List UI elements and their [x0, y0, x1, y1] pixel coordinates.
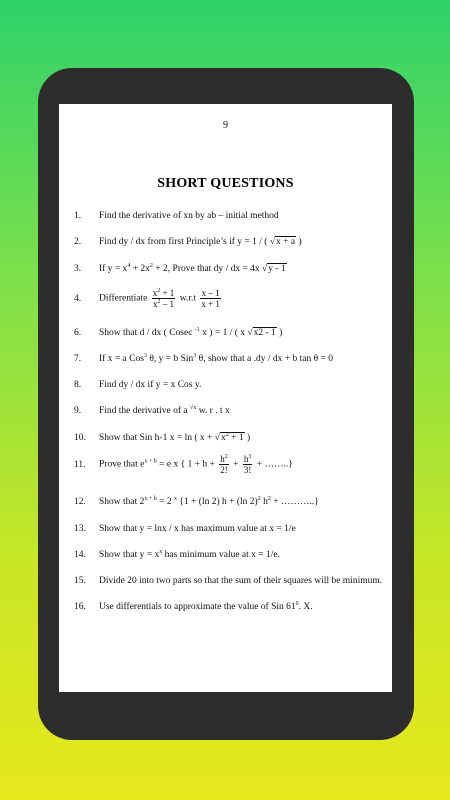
question-text: Show that $2^{x + h} = 2$ $^x$ {1 + (ln 2) h + (ln 2)$^2$ $h^2$ + ………..}	[99, 496, 319, 507]
question-number: 4.	[74, 294, 82, 304]
question-text: Prove that $e^{x + h} = e$ x { 1 + h + $\frac{h^2}{2!}$ + $\frac{h^3}{3!}$ + ……..}	[99, 454, 293, 475]
question-number: 12.	[74, 497, 86, 507]
question-number: 3.	[74, 264, 82, 274]
fraction: $\frac{h^3}{3!}$	[243, 454, 252, 475]
question-text: Use differentials to approximate the value of Sin $61^0$. X.	[99, 601, 313, 612]
question-number: 1.	[74, 211, 82, 221]
question-text: Find dy / dx from first Principle’s if y = 1 / ( √x + a )	[99, 237, 302, 247]
question-number: 9.	[74, 406, 82, 416]
question-number: 7.	[74, 354, 82, 364]
question-text: Divide 20 into two parts so that the sum of their squares will be minimum.	[99, 576, 383, 586]
question-number: 13.	[74, 524, 86, 534]
page-title: SHORT QUESTIONS	[157, 176, 294, 191]
question-text: Differentiate $\frac{x^2 + 1}{x^2 - 1}$ w.r.t $\frac{x - 1}{x + 1}$	[99, 288, 220, 309]
question-text: If $y = x^4 + 2x^2 + 2$, Prove that dy / dx = 4x √y - 1	[99, 263, 286, 274]
question-text: If x = a Cos$^3$ θ, y = b Sin$^3$ θ, show that a .dy / dx + b tan θ = 0	[99, 353, 333, 364]
question-number: 14.	[74, 550, 86, 560]
document-page	[59, 104, 392, 692]
question-text: Show that Sin h-1 x = ln ( $x + √x^2 + 1$ )	[99, 432, 251, 443]
question-number: 8.	[74, 380, 82, 390]
question-number: 11.	[74, 460, 86, 470]
fraction: $\frac{h^2}{2!}$	[220, 454, 228, 475]
question-text: Find dy / dx if y = x Cos y.	[99, 380, 202, 390]
question-text: Show that $y = x^x$ has minimum value at x = 1/e.	[99, 549, 281, 560]
question-number: 16.	[74, 602, 86, 612]
fraction: $\frac{x^2 + 1}{x^2 - 1}$	[152, 288, 175, 309]
question-number: 2.	[74, 237, 82, 247]
question-number: 15.	[74, 576, 86, 586]
question-text: Find the derivative of xn by ab – initial method	[99, 211, 279, 221]
question-number: 10.	[74, 433, 86, 443]
page-number: 9	[223, 120, 228, 131]
question-number: 6.	[74, 328, 82, 338]
question-text: Show that y = lnx / x has maximum value at x = 1/e	[99, 524, 296, 534]
fraction: $\frac{x - 1}{x + 1}$	[201, 288, 220, 309]
question-text: Find the derivative of a $^{√x}$ w. r . t x	[99, 405, 230, 416]
question-text: Show that d / dx ( Cosec $^{-1}$ x ) = 1 / ( x √x2 - 1 )	[99, 327, 283, 338]
